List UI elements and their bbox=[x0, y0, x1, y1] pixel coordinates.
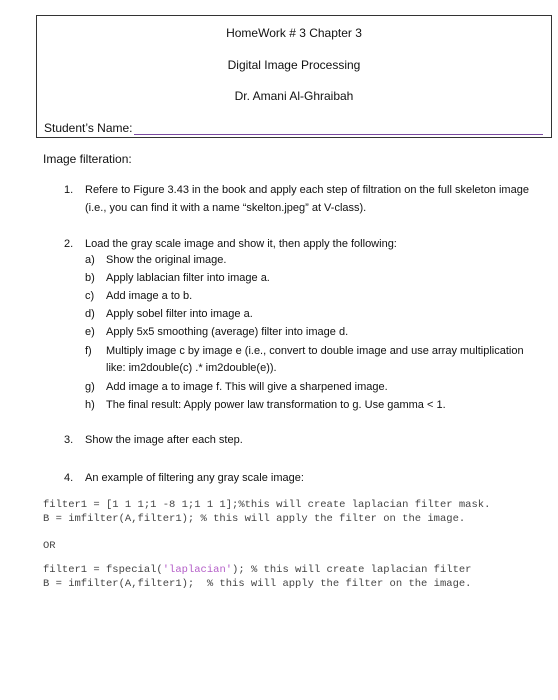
header-box bbox=[36, 15, 552, 138]
item-text: Refere to Figure 3.43 in the book and apply each step of filtration on the full skeleton image (i.e., you can find it with a name “skelton.jpeg” at V-class). bbox=[85, 184, 529, 214]
sub-item-letter: g) bbox=[85, 381, 95, 393]
homework-title: HomeWork # 3 Chapter 3 bbox=[226, 26, 362, 40]
sub-item-b bbox=[85, 270, 530, 287]
code-line-2: B = imfilter(A,filter1); % this will apply the filter on the image. bbox=[43, 513, 466, 525]
list-item-3 bbox=[64, 431, 534, 449]
code-line-3 bbox=[43, 564, 472, 576]
sub-item-letter: a) bbox=[85, 254, 95, 266]
sub-item-letter: c) bbox=[85, 290, 95, 302]
sub-item-f bbox=[85, 343, 530, 377]
item-text: An example of filtering any gray scale image: bbox=[85, 472, 304, 484]
instructor-name: Dr. Amani Al-Ghraibah bbox=[234, 89, 354, 103]
sub-item-g bbox=[85, 379, 530, 396]
sub-item-letter: d) bbox=[85, 308, 95, 320]
item-number: 1. bbox=[64, 184, 74, 196]
sub-item-text: Multiply image c by image e (i.e., convert to double image and use array multiplication like: im2double(c) .* im2double(e)). bbox=[106, 345, 524, 374]
sub-item-h bbox=[85, 397, 530, 414]
list-item-1 bbox=[64, 181, 534, 217]
student-name-row bbox=[44, 121, 543, 135]
item-text: Show the image after each step. bbox=[85, 434, 243, 446]
item-number: 2. bbox=[64, 238, 74, 250]
item-number: 3. bbox=[64, 434, 74, 446]
sub-item-letter: b) bbox=[85, 272, 95, 284]
code-line-1: filter1 = [1 1 1;1 -8 1;1 1 1];%this will create laplacian filter mask. bbox=[43, 499, 491, 511]
item-text: Load the gray scale image and show it, then apply the following: bbox=[85, 238, 397, 250]
code-line-3-post: ); % this will create laplacian filter bbox=[232, 564, 472, 576]
sub-item-text: The final result: Apply power law transformation to g. Use gamma < 1. bbox=[106, 399, 446, 411]
list-item-2 bbox=[64, 235, 534, 253]
student-name-field[interactable] bbox=[134, 123, 544, 135]
student-name-label: Student’s Name: bbox=[44, 121, 133, 135]
list-item-4 bbox=[64, 469, 534, 487]
section-title: Image filteration: bbox=[43, 152, 132, 166]
sub-item-text: Apply 5x5 smoothing (average) filter into image d. bbox=[106, 326, 349, 338]
sub-item-a bbox=[85, 252, 530, 269]
sub-item-text: Apply lablacian filter into image a. bbox=[106, 272, 270, 284]
code-string: 'laplacian' bbox=[162, 564, 233, 576]
sub-item-text: Add image a to image f. This will give a sharpened image. bbox=[106, 381, 388, 393]
code-line-3-pre: filter1 = fspecial( bbox=[43, 564, 163, 576]
code-or: OR bbox=[43, 540, 56, 552]
sub-item-c bbox=[85, 288, 530, 305]
code-line-4: B = imfilter(A,filter1); % this will apply the filter on the image. bbox=[43, 578, 472, 590]
sub-item-e bbox=[85, 324, 530, 341]
sub-item-text: Show the original image. bbox=[106, 254, 227, 266]
sub-item-letter: h) bbox=[85, 399, 95, 411]
sub-item-d bbox=[85, 306, 530, 323]
sub-item-text: Apply sobel filter into image a. bbox=[106, 308, 253, 320]
sub-item-text: Add image a to b. bbox=[106, 290, 193, 302]
sub-item-letter: e) bbox=[85, 326, 95, 338]
item-number: 4. bbox=[64, 472, 74, 484]
course-title: Digital Image Processing bbox=[227, 58, 361, 72]
sub-item-letter: f) bbox=[85, 345, 92, 357]
